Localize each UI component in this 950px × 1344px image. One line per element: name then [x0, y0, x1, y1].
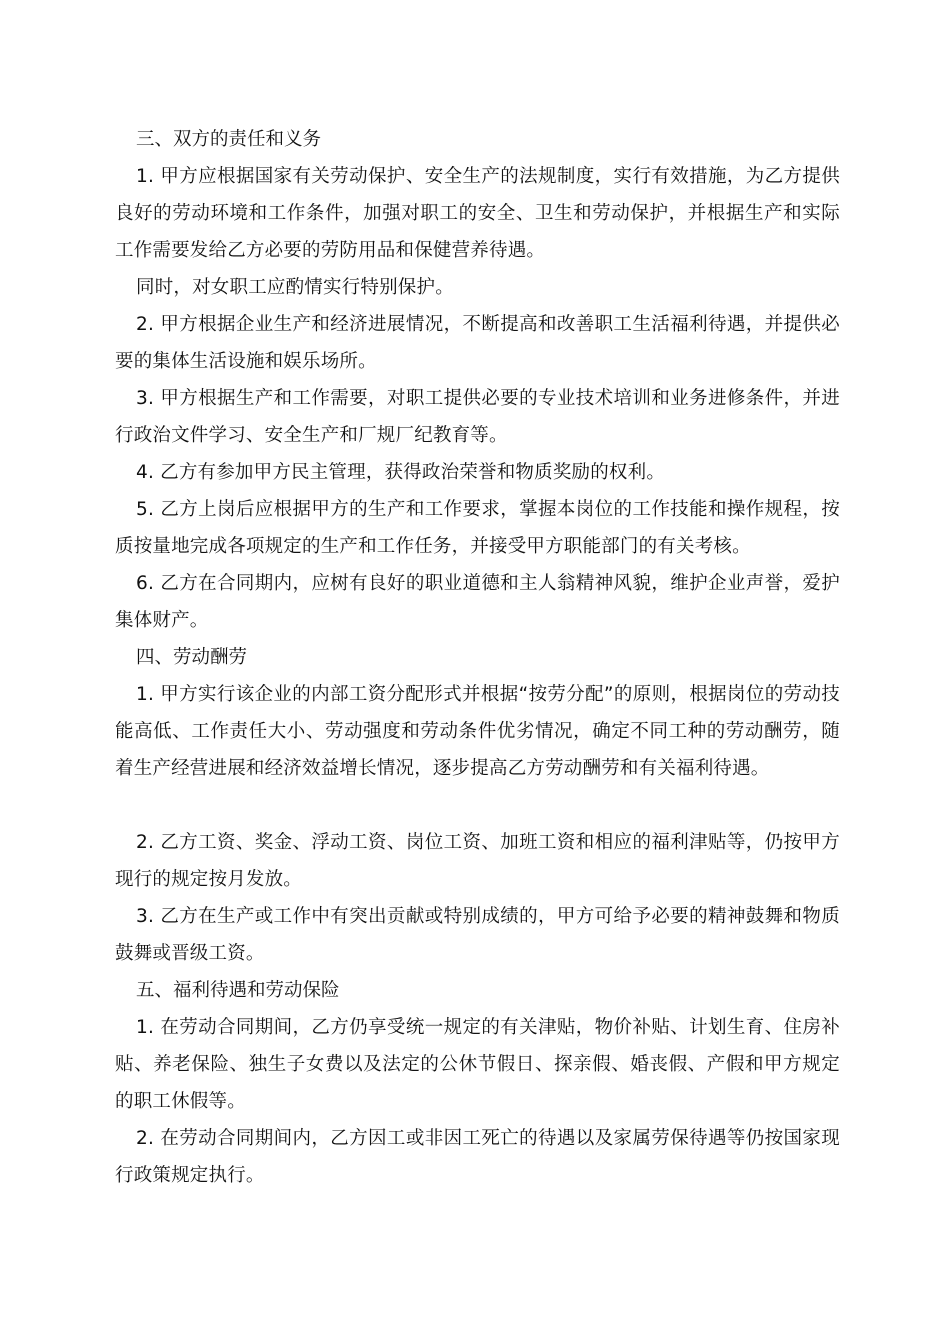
section-heading: 三、双方的责任和义务 — [136, 129, 322, 150]
paragraph: 3. 甲方根据生产和工作需要，对职工提供必要的专业技术培训和业务进修条件，并进行政治文件学习、安全生产和厂规厂纪教育等。 — [115, 388, 840, 446]
paragraph: 1. 在劳动合同期间，乙方仍享受统一规定的有关津贴，物价补贴、计划生育、住房补贴、养老保险、独生子女费以及法定的公休节假日、探亲假、婚丧假、产假和甲方规定的职工休假等。 — [115, 1017, 840, 1112]
section-heading: 四、劳动酬劳 — [136, 647, 248, 668]
paragraph: 1. 甲方实行该企业的内部工资分配形式并根据“按劳分配”的原则，根据岗位的劳动技能高低、工作责任大小、劳动强度和劳动条件优劣情况，确定不同工种的劳动酬劳，随着生产经营进展和经济效益增长情况，逐步提高乙方劳动酬劳和有关福利待遇。 — [115, 684, 840, 779]
paragraph: 同时，对女职工应酌情实行特别保护。 — [136, 277, 454, 298]
paragraph: 2. 甲方根据企业生产和经济进展情况，不断提高和改善职工生活福利待遇，并提供必要的集体生活设施和娱乐场所。 — [115, 314, 840, 372]
paragraph: 1. 甲方应根据国家有关劳动保护、安全生产的法规制度，实行有效措施，为乙方提供良好的劳动环境和工作条件，加强对职工的安全、卫生和劳动保护，并根据生产和实际工作需要发给乙方必要的劳防用品和保健营养待遇。 — [115, 166, 840, 261]
paragraph: 5. 乙方上岗后应根据甲方的生产和工作要求，掌握本岗位的工作技能和操作规程，按质按量地完成各项规定的生产和工作任务，并接受甲方职能部门的有关考核。 — [115, 499, 840, 557]
paragraph: 4. 乙方有参加甲方民主管理，获得政治荣誉和物质奖励的权利。 — [136, 462, 666, 483]
document-body — [115, 121, 840, 1194]
paragraph: 3. 乙方在生产或工作中有突出贡献或特别成绩的，甲方可给予必要的精神鼓舞和物质鼓舞或晋级工资。 — [115, 906, 840, 964]
paragraph: 6. 乙方在合同期内，应树有良好的职业道德和主人翁精神风貌，维护企业声誉，爱护集体财产。 — [115, 573, 840, 631]
blank-line — [115, 787, 840, 824]
section-heading: 五、福利待遇和劳动保险 — [136, 980, 340, 1001]
paragraph: 2. 乙方工资、奖金、浮动工资、岗位工资、加班工资和相应的福利津贴等，仍按甲方现行的规定按月发放。 — [115, 832, 840, 890]
paragraph: 2. 在劳动合同期间内，乙方因工或非因工死亡的待遇以及家属劳保待遇等仍按国家现行政策规定执行。 — [115, 1128, 840, 1186]
